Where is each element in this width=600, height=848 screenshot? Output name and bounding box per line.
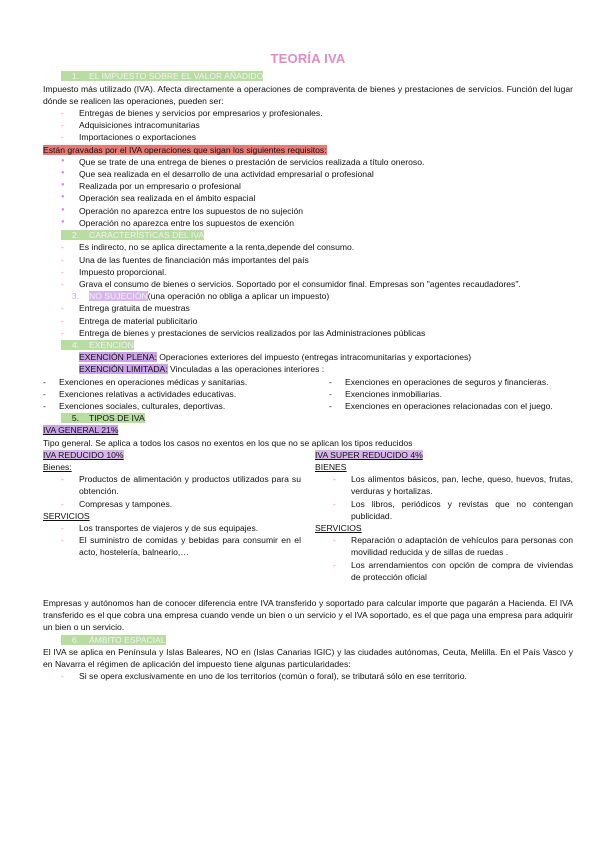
list-item: ● Realizada por un empresario o profesional xyxy=(43,180,573,192)
reducido-servicios-list xyxy=(43,522,301,559)
list-item: - Una de las fuentes de financiación más importantes del país xyxy=(43,254,573,266)
iva-super-reducido-column xyxy=(315,449,573,583)
list-item: - Grava el consumo de bienes o servicios. Soportado por el consumidor final. Empresas son "agentes recaudadores". xyxy=(43,278,573,290)
iva-reducido-label: IVA REDUCIDO 10% xyxy=(43,449,124,460)
requirements-list xyxy=(43,156,573,229)
section-6-list xyxy=(43,670,573,682)
exenciones-columns xyxy=(43,376,573,413)
list-item: ● Que sea realizada en el desarrollo de una actividad empresarial o profesional xyxy=(43,168,573,180)
super-servicios-list xyxy=(315,534,573,583)
super-bienes-list xyxy=(315,473,573,522)
section-2-heading: 2. CARACTERÍSTICAS DEL IVA xyxy=(43,229,573,241)
super-bienes-label: BIENES xyxy=(315,461,347,472)
iva-super-reducido-label: IVA SUPER REDUCIDO 4% xyxy=(315,449,423,460)
list-item: - Exenciones en operaciones relacionadas con el juego. xyxy=(315,400,573,412)
page-title: TEORÍA IVA xyxy=(270,51,346,66)
list-item: - Exenciones relativas a actividades educativas. xyxy=(29,388,287,400)
section-6-text: El IVA se aplica en Península y Islas Baleares, NO en (Islas Canarias IGIC) y las ciudades autónomas, Ceuta, Melilla. En el País Vasco y en Navarra el régimen de aplicación del impuesto tiene algunas particularidades: xyxy=(43,646,573,669)
reducido-bienes-list xyxy=(43,473,301,510)
section-6-heading: 6. ÁMBITO ESPACIAL xyxy=(43,634,573,646)
iva-general-label: IVA GENERAL 21% xyxy=(43,425,119,436)
list-item: - Exenciones en operaciones de seguros y financieras. xyxy=(315,376,573,388)
list-item: - Es indirecto, no se aplica directamente a la renta,depende del consumo. xyxy=(43,241,573,253)
list-item: - Los transportes de viajeros y de sus equipajes. xyxy=(43,522,301,534)
list-item: ● Que se trate de una entrega de bienes o prestación de servicios realizada a título oneroso. xyxy=(43,156,573,168)
section-2-list xyxy=(43,241,573,290)
list-item: - Exenciones en operaciones médicas y sanitarias. xyxy=(29,376,287,388)
section-4-heading: 4. EXENCIÓN xyxy=(43,339,573,351)
exenciones-left xyxy=(29,376,287,413)
super-servicios-label: SERVICIOS xyxy=(315,522,362,533)
section-5-heading: 5. TIPOS DE IVA xyxy=(43,412,573,424)
list-item: - Si se opera exclusivamente en uno de los territorios (común o foral), se tributará sólo en ese territorio. xyxy=(43,670,573,682)
list-item: ● Operación no aparezca entre los supuestos de no sujeción xyxy=(43,205,573,217)
list-item: - Reparación o adaptación de vehículos para personas con movilidad reducida y de sillas de ruedas . xyxy=(315,534,573,558)
list-item: - Los libros, periódicos y revistas que no contengan publicidad. xyxy=(315,498,573,522)
iva-types-columns xyxy=(43,449,573,583)
list-item: - Impuesto proporcional. xyxy=(43,266,573,278)
section-3-list xyxy=(43,302,573,339)
list-item: - Entrega de material publicitario xyxy=(43,315,573,327)
list-item: ● Operación no aparezca entre los supuestos de exención xyxy=(43,217,573,229)
section-3-heading: 3. NO SUJECIÓN(una operación no obliga a aplicar un impuesto) xyxy=(71,291,330,302)
iva-general-text: Tipo general. Se aplica a todos los casos no exentos en los que no se aplican los tipos reducidos xyxy=(43,437,413,448)
list-item: - Adquisiciones intracomunitarias xyxy=(43,119,573,131)
list-item: - El suministro de comidas y bebidas para consumir en el acto, hostelería, balneario,… xyxy=(43,534,301,558)
list-item: - Los arrendamientos con opción de compra de viviendas de protección oficial xyxy=(315,559,573,583)
list-item: - Entrega gratuita de muestras xyxy=(43,302,573,314)
list-item: - Importaciones o exportaciones xyxy=(43,131,573,143)
exencion-limitada: EXENCIÓN LIMITADA: Vinculadas a las operaciones interiores : xyxy=(79,364,325,375)
iva-reducido-column xyxy=(43,449,301,583)
list-item: ● Operación sea realizada en el ámbito espacial xyxy=(43,192,573,204)
section-1-heading: 1. EL IMPUESTO SOBRE EL VALOR AÑADIDO xyxy=(43,70,573,82)
reducido-bienes-label: Bienes: xyxy=(43,461,72,472)
requirements-heading: Están gravadas por el IVA operaciones que sigan los siguientes requisitos: xyxy=(43,144,327,155)
document-page xyxy=(43,50,573,682)
exencion-plena: EXENCIÓN PLENA: Operaciones exteriores del impuesto (entregas intracomunitarias y exportaciones) xyxy=(79,352,472,363)
section-5-footer: Empresas y autónomos han de conocer diferencia entre IVA transferido y soportado para calcular importe que pagarán a Hacienda. El IVA transferido es el que cobra una empresa cuando vende un bien o un servicio y el IVA soportado, es el que paga una empresa para adquirir un bien o un servicio. xyxy=(43,597,573,633)
list-item: - Exenciones inmobiliarias. xyxy=(315,388,573,400)
reducido-servicios-label: SERVICIOS xyxy=(43,510,90,521)
section-1-intro: Impuesto más utilizado (IVA). Afecta directamente a operaciones de compraventa de bienes y prestaciones de servicios. Función del lugar dónde se realicen las operaciones, pueden ser: xyxy=(43,83,573,106)
list-item: - Exenciones sociales, culturales, deportivas. xyxy=(29,400,287,412)
list-item: - Compresas y tampones. xyxy=(43,498,301,510)
list-item: - Entrega de bienes y prestaciones de servicios realizados por las Administraciones públicas xyxy=(43,327,573,339)
list-item: - Los alimentos básicos, pan, leche, queso, huevos, frutas, verduras y hortalizas. xyxy=(315,473,573,497)
exenciones-right xyxy=(315,376,573,413)
list-item: - Productos de alimentación y productos utilizados para su obtención. xyxy=(43,473,301,497)
section-1-list xyxy=(43,107,573,144)
list-item: - Entregas de bienes y servicios por empresarios y profesionales. xyxy=(43,107,573,119)
